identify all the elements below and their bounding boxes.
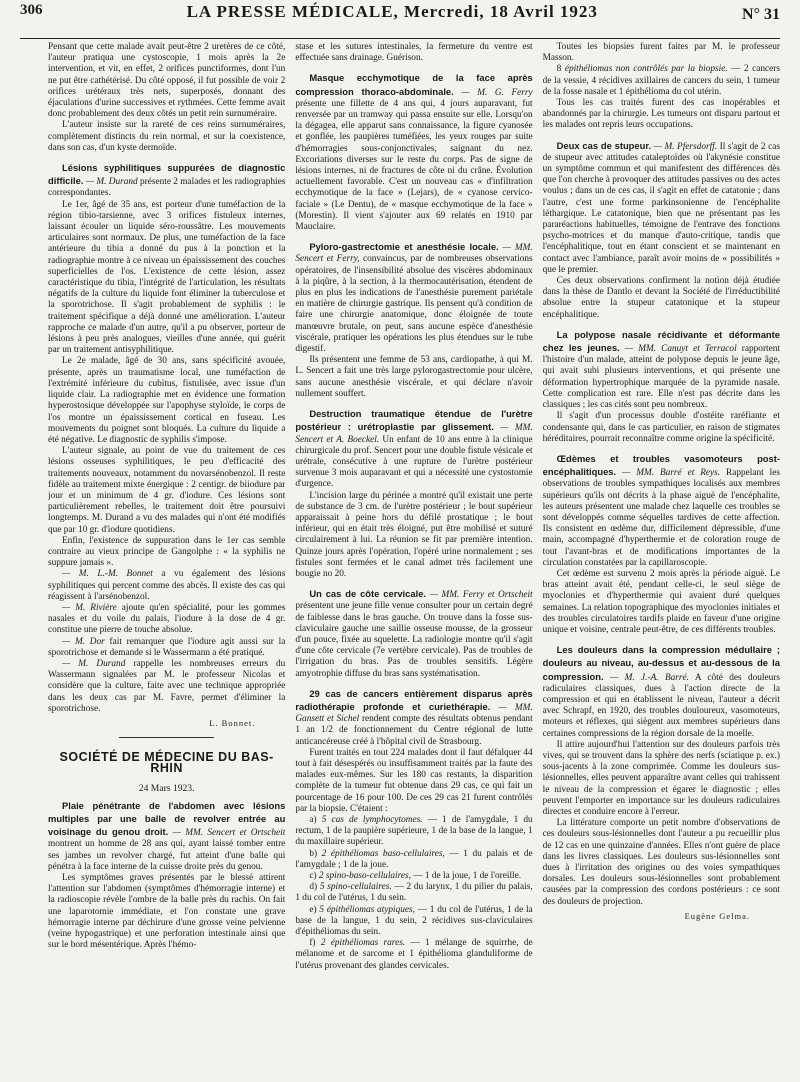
paragraph: L'incision large du périnée a montré qu'il existait une perte de substance de 3 cm. de l'urètre postérieur ; le bout supérieur apparaissait à peine hors du défilé prostatique ; le bout inférieur, qui en était très éloigné, put être mobilisé et suturé circulairement à lui. La réunion se fit par première intention. Quinze jours après l'opération, l'opéré urine normalement ; ses fistules sont fermées et le canal admet très facilement une bougie no 20.: [295, 490, 533, 579]
author: — M. Pfersdorff.: [651, 141, 718, 152]
section-paragraph: Pyloro-gastrectomie et anesthésie locale. — MM. Sencert et Ferry, convaincus, par de nombreuses observations opératoires, de l'insensibilité absolue des viscères abdominaux à la piqûre, à la section, à la thermocautérisation, étendent de plus en plus les indications de l'anesthésie purement pariétale en matière de chirurgie gastrique. Ils pensent qu'à condition de faire une chirurgie anatomique, donc éloignée de toute manœuvre brutale, on peut, sans aucune espèce d'anesthésie viscérale, pratiquer les opérations les plus étendues sur le tube digestif.: [295, 241, 533, 355]
paragraph: Ils présentent une femme de 53 ans, cardiopathe, à qui M. L. Sencert a fait une très large pylorogastrectomie pour ulcère, sans aucune anesthésie viscérale, et qui déclare n'avoir nullement souffert.: [295, 355, 533, 399]
paragraph: Enfin, l'existence de suppuration dans le 1er cas semble contraire au vieux principe de Gangolphe : « la syphilis ne suppure jamais ».: [48, 535, 286, 569]
section-paragraph: Destruction traumatique étendue de l'urètre postérieur : urétroplastie par glissement. — MM. Sencert et A. Boeckel. Un enfant de 10 ans entre à la clinique chirurgicale du prof. Sencert pour une double fistule vésicale et urétrale, consécutive à une rupture de l'urètre postérieur survenue 3 mois auparavant et qui a nécessité une cystostomie d'urgence.: [295, 408, 533, 490]
paragraph: Il s'agit d'un processus double d'ostéite raréfiante et condensante qui, dans le cas particulier, en raison de stigmates héréditaires, pourrait reconnaître comme origine la spécificité.: [542, 411, 780, 444]
paragraph: Le 1er, âgé de 35 ans, est porteur d'une tuméfaction de la région tibio-tarsienne, avec 3 orifices fistuleux internes, laissant écouler un liquide séro-roussâtre. Les mouvements articulaires sont normaux. De plus, une tuméfaction de la face antérieure du tibia a donné du pus à la ponction et la radiographie montre à ce niveau un épaississement des couches superficielles de l'os. L'existence de cette lésion, assez caractéristique du tibia, l'intégrité de l'articulation, les résultats négatifs de la culture du liquide font éliminer la tuberculose et la sporotrichose. Il s'agit probablement de syphilis : le traitement spécifique a déjà donné une amélioration. L'auteur rapproche ce malade d'un autre, qu'il a pu observer, porteur de lésions à peu près analogues, vieilles d'une année, qui guérit par un traitement antisyphilitique.: [48, 199, 286, 356]
signature: Eugène Gelma.: [684, 910, 750, 921]
society-heading: SOCIÉTÉ DE MÉDECINE DU BAS-RHIN: [59, 750, 274, 776]
article-columns: [48, 42, 780, 1072]
section-title: Pyloro-gastrectomie et anesthésie locale.: [309, 241, 499, 253]
section-title: Un cas de côte cervicale.: [309, 588, 427, 600]
paragraph: La littérature comporte un petit nombre d'observations de ces douleurs sous-lésionnelles dont l'auteur a pu recueillir plus de 12 cas en une quinzaine d'années. Elles n'ont guère de place dans les livres classiques. Les douleurs sus-lésionnelles sont dues à l'irritation des origines ou des voies sympathiques dorsales. Les douleurs sous-lésionnelles sont probablement causées par la compression des cordons postérieurs : ce sont des douleurs de projection.: [542, 818, 780, 907]
author: — MM. Canuyt et Terracol: [619, 344, 737, 355]
paragraph: Furent traités en tout 224 malades dont il faut défalquer 44 tout à fait désespérés ou insuffisamment traités par la faute des malades eux-mêmes. Sur les 180 cas restants, la disparition complète de la tumeur fut obtenue dans 29 cas, ce qui fait un pourcentage de 16 pour 100. De ces 29 cas 21 furent contrôlés par la biopsie. C'étaient :: [295, 747, 533, 814]
section-paragraph: Un cas de côte cervicale. — MM. Ferry et Ortscheit présentent une jeune fille venue consulter pour un certain degré de faiblesse dans le bras gauche. On trouve dans la fosse sus-claviculaire gauche une saillie osseuse mousse, de la grosseur d'un pouce, fixée au squelette. La radiologie montre qu'il s'agit d'une côte cervicale (7e vertèbre cervicale). Pas de troubles de l'irrigation du bras. Pas de troubles sensitifs. Légère amyotrophie diffuse du bras sans systématisation.: [295, 588, 533, 679]
author: — M. Durand: [62, 658, 126, 669]
list-item: f) 2 épithéliomas rares. — 1 mélange de squirrhe, de mélanome et de sarcome et 1 épithélioma glanduliforme de l'utérus provenant des glandes cervicales.: [295, 938, 533, 971]
author: — M. Durand: [83, 177, 138, 188]
section-paragraph: Deux cas de stupeur. — M. Pfersdorff. Il s'agit de 2 cas de stupeur avec attitudes cataleptoïdes où l'akynésie constitue un symptôme commun et qui manifestent des différences dès que l'on cherche à provoquer des attitudes passives ou des actes voulus ; dans un de ces cas, il s'agit en effet de catatonie ; dans l'autre, c'est une forme parkinsonienne de l'encéphalite léthargique. Le catatonique, bien que ne présentant pas les pararéactions habituelles, témoigne de l'entrave des fonctions psycho-motrices et du manque d'auto-critique, tandis que l'encéphalitique, tout en étant conscient et se maintenant en contact avec l'ambiance, paraît avoir moins de « possibilités » que le premier.: [542, 139, 780, 275]
section-title: Lésions syphilitiques suppurées de diagnostic difficile.: [48, 162, 286, 187]
paragraph: — M. Durand rappelle les nombreuses erreurs du Wassermann signalées par M. le professeur Nicolas et considère que la culture, faite avec une technique appropriée dans les deux cas par M. Favre, permet d'éliminer la sporotrichose.: [48, 658, 286, 714]
paragraph: Tous les cas traités furent des cas inopérables et abandonnés par la chirurgie. Les tumeurs ont disparu partout et les malades ont repris leurs occupations.: [542, 98, 780, 131]
column-3: [543, 42, 780, 1072]
meeting-date: 24 Mars 1923.: [138, 782, 195, 794]
author: — MM. Barré et Reys.: [616, 468, 721, 479]
section-title: Plaie pénétrante de l'abdomen avec lésions multiples par une balle de revolver entrée au voisinage du genou droit.: [48, 799, 286, 838]
paragraph: Les symptômes graves présentés par le blessé attirent l'attention sur l'abdomen (symptômes d'hémorragie interne) et la radioscopie révèle l'ombre de la balle près du rachis. On fait une laparotomie immédiate, et l'on constate une grave hémorragie interne par déchirure d'une grosse veine pelvienne (veine hypogastrique) et une perforation intestinale ainsi que sur le bord mésentérique. Après l'hémo-: [48, 873, 286, 951]
journal-title: LA PRESSE MÉDICALE, Mercredi, 18 Avril 1923: [186, 2, 598, 21]
paragraph: — M. L.-M. Bonnet a vu également des lésions syphilitiques qui percent comme des abcès. Il existe des cas qui réagissent à l'arsénobenzol.: [48, 569, 286, 602]
paragraph: — M. Dor fait remarquer que l'iodure agit aussi sur la sporotrichose et demande si le Wassermann a été pratiqué.: [48, 636, 286, 658]
issue-number: N° 31: [742, 6, 780, 23]
list-item: d) 5 spino-cellulaires. — 2 du larynx, 1 du pilier du palais, 1 du col de l'utérus, 1 du sein.: [295, 882, 533, 904]
paragraph: L'auteur signale, au point de vue du traitement de ces lésions osseuses syphilitiques, le peu d'efficacité des traitements nouveaux, notamment du novarsénobenzol. Il reste fidèle au traitement mixte énergique : 2 centigr. de biiodure par jour et un minimum de 4 gr. d'iodure. Ces lésions sont particulièrement rebelles, le traitement doit être poursuivi longtemps. M. Durand a vu des malades qui n'ont été modifiés que par 10 gr. d'iodure quotidiens.: [48, 446, 286, 535]
author: — M. G. Ferry: [453, 87, 533, 98]
list-item: a) 5 cas de lymphocytomes. — 1 de l'amygdale, 1 du rectum, 1 de la paupière supérieure, 1 de la base de la langue, 1 du maxillaire supérieur.: [295, 815, 533, 848]
author: — M. L.-M. Bonnet: [62, 569, 153, 580]
author: — MM. Sencert et Ortscheit: [168, 828, 286, 839]
section-title: Deux cas de stupeur.: [556, 139, 652, 151]
author: — MM. Ferry et Ortscheit: [426, 590, 533, 601]
author: — MM. Sencert et A. Boeckel.: [295, 423, 533, 445]
author: — M. Dor: [62, 636, 105, 647]
page-number: 306: [20, 2, 43, 18]
paragraph: Ces deux observations confirment la notion déjà étudiée dans la thèse de Dantlo et devant la Société de l'irréductibilité absolue entre la stupeur catatonique et la stupeur encéphalitique.: [542, 276, 780, 320]
section-title: Les douleurs dans la compression médullaire ; douleurs au niveau, au-dessus et au-dessous de la compression.: [542, 644, 780, 682]
section-paragraph: Lésions syphilitiques suppurées de diagnostic difficile. — M. Durand présente 2 malades et les radiographies correspondantes.: [48, 162, 286, 199]
section-paragraph: 29 cas de cancers entièrement disparus après radiothérapie profonde et curiethérapie. — MM. Gansett et Sichel rendent compte des résultats obtenus pendant 1 an 1/2 de fonctionnement du Centre régional de lutte anticancéreuse créé à l'hôpital civil de Strasbourg.: [295, 687, 533, 747]
section-title: 29 cas de cancers entièrement disparus après radiothérapie profonde et curiethérapie.: [295, 687, 533, 712]
section-title: Masque ecchymotique de la face après compression thoraco-abdominale.: [295, 72, 533, 97]
author: — M. Rivière: [62, 602, 117, 613]
section-paragraph: La polypose nasale récidivante et déformante chez les jeunes. — MM. Canuyt et Terracol rapportent l'histoire d'un malade, atteint de polypose depuis le jeune âge, qui avait subi plusieurs interventions, et qui présente une déformation hypertrophique marquée de la pyramide nasale. Cette complication est rare. Elle n'est pas décrite dans les classiques ; les cas cités sont peu nombreux.: [542, 328, 780, 411]
paragraph: 8 épithéliomas non contrôlés par la biopsie. — 2 cancers de la vessie, 4 récidives axillaires de cancers du sein, 1 tumeur de la fosse nasale et 1 épithélioma du col utérin.: [542, 64, 780, 97]
list-item: b) 2 épithéliomas baso-cellulaires, — 1 du palais et de l'amygdale ; 1 de la joue.: [295, 848, 533, 870]
section-paragraph: Plaie pénétrante de l'abdomen avec lésions multiples par une balle de revolver entrée au voisinage du genou droit. — MM. Sencert et Ortscheit montrent un homme de 28 ans qui, ayant laissé tomber entre ses jambes un revolver chargé, fut atteint d'une balle qui pénétra à la face interne de la cuisse droite près du genou.: [48, 799, 286, 872]
section-title: La polypose nasale récidivante et déformante chez les jeunes.: [542, 328, 780, 354]
paragraph: Le 2e malade, âgé de 30 ans, sans spécificité avouée, présente, après un traumatisme local, une tuméfaction de l'extrémité inférieure du cubitus, fistulisée, avec issue d'un liquide clair. La radiographie met en évidence une formation hyperostosique développée sur l'apophyse styloïde, le corps de l'os montre un épaississement cortical en fuseau. Les mouvements du poignet sont bloqués. La culture du liquide a été négative. Le diagnostic de syphilis s'impose.: [48, 356, 286, 445]
column-2: [295, 42, 532, 1072]
list-item: c) 2 spino-baso-cellulaires, — 1 de la joue, 1 de l'oreille.: [309, 871, 522, 882]
paragraph: stase et les sutures intestinales, la fermeture du ventre est effectuée sans drainage. Guérison.: [295, 42, 533, 64]
list-item: e) 5 épithéliomas atypiques, — 1 du col de l'utérus, 1 de la base de la langue, 1 du sein, 2 récidives sus-claviculaires d'épithéliomas du sein.: [295, 904, 533, 938]
paragraph: L'auteur insiste sur la rareté de ces reins surnuméraires, complètement distincts du rein normal, et sur la coexistence, dans son cas, d'un kyste dermoïde.: [48, 120, 286, 153]
paragraph: Il attire aujourd'hui l'attention sur des douleurs parfois très vives, qui se trouvent dans la sphère des nerfs (sciatique p. ex.) sous-jacents à la zone comprimée. Comme les douleurs sus-lésionnelles, elles peuvent apparaître avant celles qui trahissent le niveau de la compression et égarer le diagnostic ; elles peuvent l'emporter en importance sur les douleurs radiculaires directes et conduire encore à l'erreur.: [542, 739, 780, 817]
section-paragraph: Masque ecchymotique de la face après compression thoraco-abdominale. — M. G. Ferry présente une fillette de 4 ans qui, 4 jours auparavant, fut renversée par un tramway qui passa ensuite sur elle. Lorsqu'on la dégagea, elle apparut sans connaissance, la figure cyanosée et gonflée, les paupières tuméfiées, les yeux rouges par suite d'hémorragies sous-conjonctivales, saignant du nez. Excoriations diverses sur le reste du corps. Pas de signe de lésions internes, ni de fractures de côte ni du crâne. Évolution actuellement favorable. C'est un nouveau cas « d'infiltration ecchymotique de la face » (Lejars), de « cyanose cervico-faciale » (Le Dentu), de « masque ecchymotique de la face » (Morestin). Il vient s'ajouter aux 69 relatés en 1910 par Mauclaire.: [295, 72, 533, 233]
author: — M. J.-A. Barré.: [603, 672, 689, 683]
paragraph: — M. Rivière ajoute qu'en spécialité, pour les gommes nasales et du voile du palais, l'iodure à la dose de 4 gr. constitue une pierre de touche absolue.: [48, 602, 286, 636]
section-paragraph: Œdèmes et troubles vasomoteurs post-encéphalitiques. — MM. Barré et Reys. Rappelant les observations de troubles sympathiques localisés aux membres supérieurs qu'ils ont décrits à la phase aiguë de l'encéphalite, les auteurs présentent une malade chez laquelle ces troubles se sont développés comme séquelles tardives de cette affection. Ils consistent en œdème dur, difficilement dépressible, d'une main, accompagné d'hyperthermie et de coloration rouge de tout l'avant-bras et de modifications importantes de la circulation constatées par la capillaroscopie.: [542, 452, 780, 568]
divider: [119, 737, 214, 738]
signature: L. Bonnet.: [209, 717, 256, 728]
paragraph: Toutes les biopsies furent faites par M. le professeur Masson.: [542, 42, 780, 64]
page-header: [20, 2, 780, 39]
paragraph: Cet œdème est survenu 2 mois après la période aiguë. Le bras atteint avait été, pendant celle-ci, le seul siège de myoclonies et d'hyperthermie qui avaient duré quelques semaines. La relation topographique des myoclonies initiales et des troubles circulatoires tardifs plaide en faveur d'une origine unique et voisine, centrale peut-être, de ces différents troubles.: [542, 568, 780, 635]
section-title: Œdèmes et troubles vasomoteurs post-encéphalitiques.: [542, 452, 780, 478]
section-paragraph: Les douleurs dans la compression médullaire ; douleurs au niveau, au-dessus et au-dessous de la compression. — M. J.-A. Barré. A côté des douleurs radiculaires classiques, dues à l'action directe de la compression et qui en établissent le niveau, l'auteur a décrit avec Schrapf, en 1920, des troubles douloureux, vasomoteurs, moteurs et réflexes, qui siègent aux membres supérieurs dans certaines compressions de la région dorsale de la moelle.: [542, 644, 780, 739]
column-1: [48, 42, 285, 1072]
author: — MM. Gansett et Sichel: [295, 702, 533, 725]
section-title: Destruction traumatique étendue de l'urètre postérieur : urétroplastie par glissement.: [295, 408, 533, 433]
author: — MM. Sencert et Ferry,: [295, 243, 533, 265]
paragraph: Pensant que cette malade avait peut-être 2 uretères de ce côté, l'auteur pratiqua une cystoscopie, 1 mois après la 2e intervention, et vit, en effet, 2 orifices punctiformes, dont l'un ne put être cathétérisé. Du côté opposé, il fut possible de voir 2 orifices urétéraux très nets, superposés, donnant des éjaculations d'urine successives et rythmées. Cette femme avait donc probablement des deux côtés un petit rein surnuméraire.: [48, 42, 286, 120]
